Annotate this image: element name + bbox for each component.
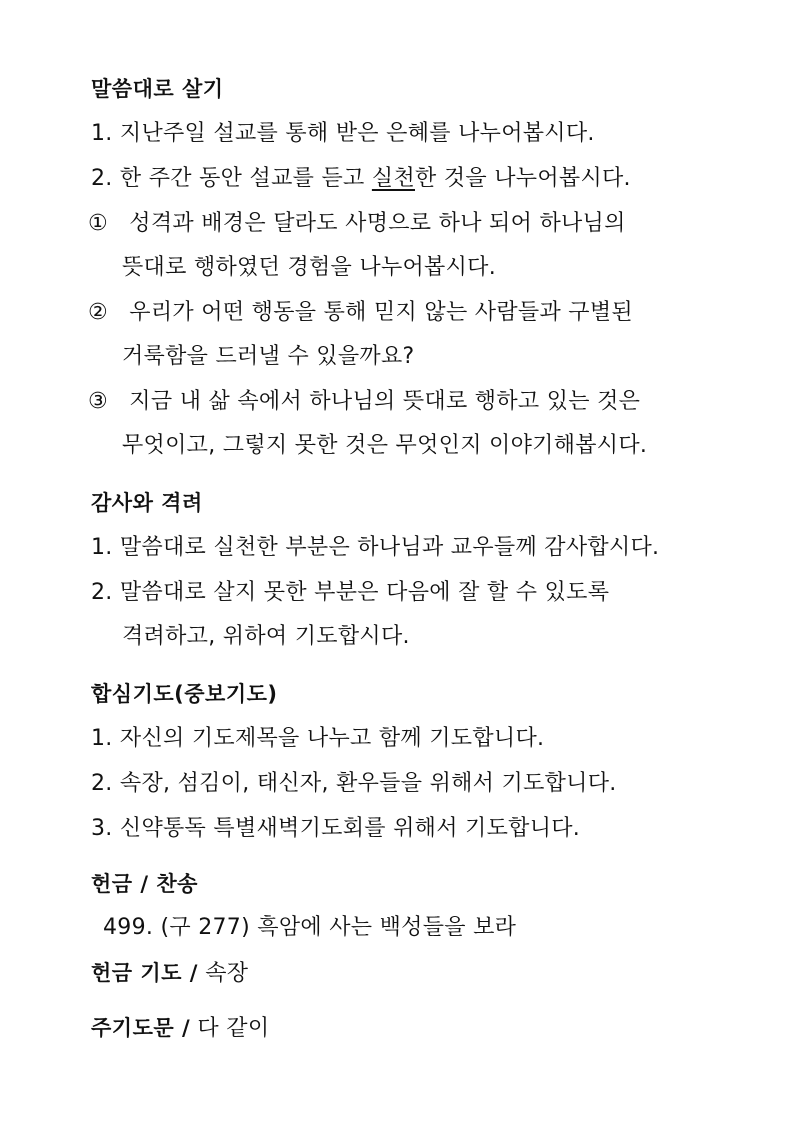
item-text: 말씀대로 실천한 부분은 하나님과 교우들께 감사합시다. (119, 535, 660, 560)
item-text: 말씀대로 살지 못한 부분은 다음에 잘 할 수 있도록 (119, 580, 610, 605)
item-text-pre: 한 주간 동안 설교를 듣고 (119, 166, 372, 191)
item-text: 신약통독 특별새벽기도회를 위해서 기도합니다. (119, 816, 581, 841)
list-item (91, 768, 617, 800)
item-text: 속장, 섬김이, 태신자, 환우들을 위해서 기도합니다. (119, 771, 617, 796)
item-text: 자신의 기도제목을 나누고 함께 기도합니다. (119, 726, 545, 751)
item-number: 1. (91, 726, 113, 751)
sub-item-text: 성격과 배경은 달라도 사명으로 하나 되어 하나님의 (129, 211, 626, 236)
sub-item (88, 208, 626, 240)
sub-item-text: 지금 내 삶 속에서 하나님의 뜻대로 행하고 있는 것은 (129, 389, 641, 414)
sub-item (88, 297, 633, 329)
item-number: 1. (91, 535, 113, 560)
item-number: 2. (91, 771, 113, 796)
hymn-line: 499. (구 277) 흑암에 사는 백성들을 보라 (103, 915, 517, 940)
item-number: 3. (91, 816, 113, 841)
sub-item-continuation: 무엇이고, 그렇지 못한 것은 무엇인지 이야기해봅시다. (122, 433, 648, 458)
list-item (91, 577, 609, 609)
sub-item-text: 우리가 어떤 행동을 통해 믿지 않는 사람들과 구별된 (129, 300, 633, 325)
item-text: 지난주일 설교를 통해 받은 은혜를 나누어봅시다. (119, 121, 595, 146)
sub-item-continuation: 거룩함을 드러낼 수 있을까요? (122, 344, 415, 369)
lords-prayer-line (91, 1012, 269, 1045)
item-number: 1. (91, 121, 113, 146)
circled-number: ③ (88, 389, 109, 414)
section-heading-thanks-encouragement: 감사와 격려 (91, 491, 203, 515)
section-heading-lords-prayer: 주기도문 / (91, 1016, 191, 1040)
lords-prayer-value: 다 같이 (197, 1016, 270, 1041)
list-item (91, 813, 580, 845)
item-text-post: 한 것을 나누어봅시다. (415, 166, 631, 191)
list-item (91, 723, 544, 755)
list-item (91, 532, 659, 564)
list-item (91, 118, 595, 150)
sub-item-continuation: 뜻대로 행하였던 경험을 나누어봅시다. (122, 255, 497, 280)
circled-number: ② (88, 300, 109, 325)
section-heading-offering-hymn: 헌금 / 찬송 (91, 872, 198, 896)
circled-number: ① (88, 211, 109, 236)
offering-prayer-leader: 속장 (205, 961, 249, 986)
item-number: 2. (91, 580, 113, 605)
item-number: 2. (91, 166, 113, 191)
sub-item (88, 386, 640, 418)
section-heading-intercessory-prayer: 합심기도(중보기도) (91, 682, 278, 706)
section-heading-live-by-word: 말씀대로 살기 (91, 77, 224, 101)
list-item-continuation: 격려하고, 위하여 기도합시다. (122, 624, 410, 649)
underlined-word: 실천 (371, 166, 415, 191)
list-item (91, 163, 631, 195)
section-heading-offering-prayer: 헌금 기도 / (91, 961, 198, 985)
offering-prayer-line (91, 957, 248, 990)
